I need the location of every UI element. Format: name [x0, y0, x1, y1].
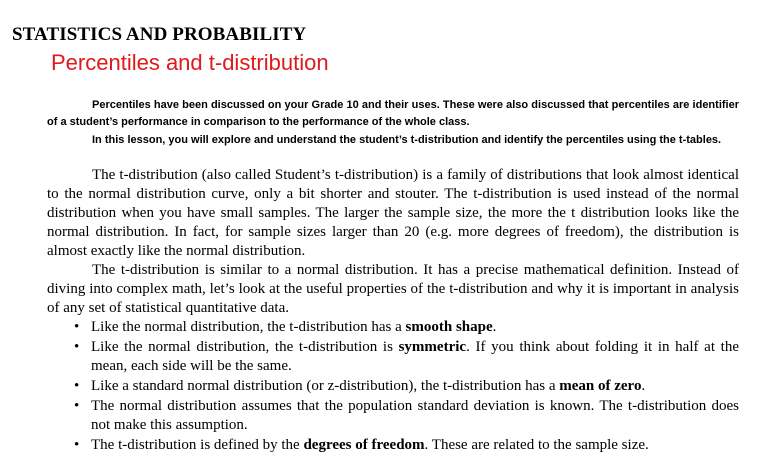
properties-list [47, 318, 739, 456]
list-item-text: Like a standard normal distribution (or z-distribution), the t-distribution has a [91, 378, 560, 394]
lesson-title: Percentiles and t-distribution [51, 50, 329, 75]
body-paragraph-1-text: The t-distribution (also called Student’s t-distribution) is a family of distributions that look almost identical to the normal distribution curve, only a bit shorter and stouter. The t-distribution is used instead of the normal distribution when you have small samples. The larger the sample size, the more the t distribution looks like the normal distribution. In fact, for sample sizes larger than 20 (e.g. more degrees of freedom), the distribution is almost exactly like the normal distribution. [47, 167, 739, 259]
list-item-text-end: . If you think about folding it in half at the mean, each side will be the same. [91, 339, 739, 374]
list-item-text: Like the normal distribution, the t-distribution is [91, 339, 399, 355]
list-item-emphasis: degrees of freedom [303, 437, 425, 453]
bullet-icon: • [74, 339, 80, 355]
intro-paragraph-1-text: Percentiles have been discussed on your Grade 10 and their uses. These were also discussed that percentiles are identifier of a student’s performance in comparison to the performance of the whole class. [47, 99, 739, 128]
list-item [47, 377, 739, 396]
body-paragraph-2-text: The t-distribution is similar to a normal distribution. It has a precise mathematical definition. Instead of diving into complex math, let’s look at the useful properties of the t-distribution and why it is important in analysis of any set of statistical quantitative data. [47, 262, 739, 316]
list-item [47, 338, 739, 376]
bullet-icon: • [74, 378, 80, 394]
list-item-text: Like the normal distribution, the t-distribution has a [91, 319, 406, 335]
body-paragraph-2 [47, 261, 739, 318]
intro-paragraph-1 [47, 97, 739, 131]
list-item-emphasis: mean of zero [559, 378, 642, 394]
bullet-icon: • [74, 398, 80, 414]
list-item [47, 436, 739, 455]
list-item-emphasis: symmetric [398, 339, 467, 355]
list-item [47, 397, 739, 435]
list-item-emphasis: smooth shape [405, 319, 493, 335]
intro-paragraph-2 [47, 132, 739, 149]
list-item-text-end: . [492, 319, 497, 335]
bullet-icon: • [74, 319, 80, 335]
document-title: STATISTICS AND PROBABILITY [12, 24, 307, 45]
intro-paragraph-2-text: In this lesson, you will explore and understand the student’s t-distribution and identify the percentiles using the t-tables. [92, 134, 722, 146]
list-item [47, 318, 739, 337]
list-item-text: The t-distribution is defined by the [91, 437, 304, 453]
bullet-icon: • [74, 437, 80, 453]
list-item-text-end: . [641, 378, 646, 394]
list-item-text-end: . These are related to the sample size. [424, 437, 649, 453]
list-item-text: The normal distribution assumes that the population standard deviation is known. The t-distribution does not make this assumption. [91, 398, 739, 433]
body-paragraph-1 [47, 166, 739, 261]
